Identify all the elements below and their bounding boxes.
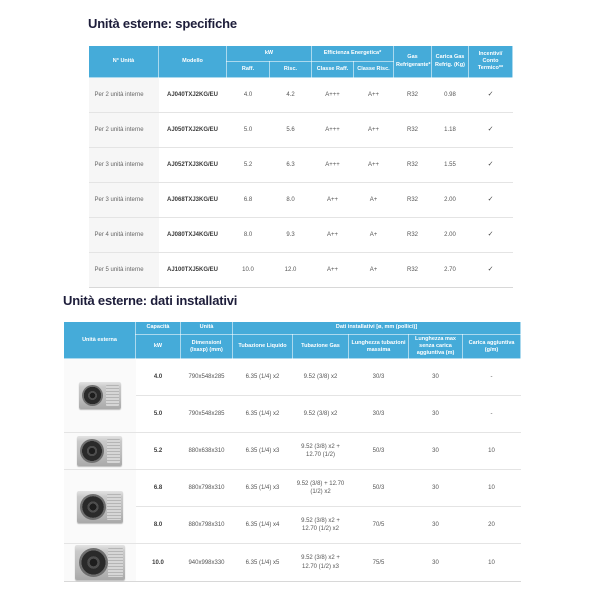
- carica-aggiuntiva-cell: 10: [463, 433, 521, 470]
- gas-cell: R32: [394, 253, 432, 288]
- col-header-tubazione-gas: Tubazione Gas: [293, 335, 349, 359]
- col-header-classe-raff: Classe Raff.: [312, 62, 354, 78]
- n-unita-cell: Per 4 unità interne: [89, 218, 159, 253]
- tubazione-liquido-cell: 6.35 (1/4) x2: [233, 359, 293, 396]
- n-unita-cell: Per 5 unità interne: [89, 253, 159, 288]
- classe-risc-cell: A+: [354, 218, 394, 253]
- classe-risc-cell: A++: [354, 148, 394, 183]
- n-unita-cell: Per 3 unità interne: [89, 148, 159, 183]
- model-cell: AJ050TXJ2KG/EU: [159, 113, 227, 148]
- col-header-tubazione-liquido: Tubazione Liquido: [233, 335, 293, 359]
- col-header-carica-aggiuntiva: Carica aggiuntiva (g/m): [463, 335, 521, 359]
- kw-risc-cell: 6.3: [270, 148, 312, 183]
- carica-aggiuntiva-cell: 10: [463, 470, 521, 507]
- table-row: [89, 183, 513, 218]
- checkmark-icon: ✓: [469, 183, 513, 218]
- col-group-kw: kW: [227, 46, 312, 62]
- senza-carica-cell: 30: [409, 470, 463, 507]
- table-row: [89, 78, 513, 113]
- outdoor-unit-image: [77, 491, 123, 523]
- carica-cell: 2.70: [432, 253, 469, 288]
- col-header-n-unita: N° Unità: [89, 46, 159, 78]
- col-group-dati-installativi: Dati installativi [ø, mm (pollici)]: [233, 322, 521, 335]
- lunghezza-cell: 30/3: [349, 396, 409, 433]
- col-header-incentivi: Incentivi/ Conto Termico**: [469, 46, 513, 78]
- table-row: [64, 359, 521, 396]
- gas-cell: R32: [394, 113, 432, 148]
- kw-risc-cell: 8.0: [270, 183, 312, 218]
- capacita-cell: 6.8: [136, 470, 181, 507]
- lunghezza-cell: 30/3: [349, 359, 409, 396]
- col-header-carica: Carica Gas Refrig. (Kg): [432, 46, 469, 78]
- col-header-kw: kW: [136, 335, 181, 359]
- col-group-efficienza: Efficienza Energetica*: [312, 46, 394, 62]
- dimensioni-cell: 940x998x330: [181, 544, 233, 582]
- table-row: [89, 218, 513, 253]
- carica-cell: 0.98: [432, 78, 469, 113]
- classe-risc-cell: A++: [354, 113, 394, 148]
- model-cell: AJ080TXJ4KG/EU: [159, 218, 227, 253]
- dimensioni-cell: 790x548x285: [181, 396, 233, 433]
- carica-aggiuntiva-cell: 10: [463, 544, 521, 582]
- classe-raff-cell: A++: [312, 183, 354, 218]
- checkmark-icon: ✓: [469, 113, 513, 148]
- col-header-lunghezza-senza-carica: Lunghezza max senza carica aggiuntiva (m): [409, 335, 463, 359]
- senza-carica-cell: 30: [409, 396, 463, 433]
- col-header-risc: Risc.: [270, 62, 312, 78]
- install-table: [63, 321, 521, 582]
- gas-cell: R32: [394, 183, 432, 218]
- fan-icon: [80, 494, 106, 520]
- classe-risc-cell: A++: [354, 78, 394, 113]
- capacita-cell: 10.0: [136, 544, 181, 582]
- carica-aggiuntiva-cell: 20: [463, 507, 521, 544]
- classe-raff-cell: A+++: [312, 148, 354, 183]
- kw-raff-cell: 6.8: [227, 183, 270, 218]
- dimensioni-cell: 790x548x285: [181, 359, 233, 396]
- capacita-cell: 8.0: [136, 507, 181, 544]
- col-header-gas: Gas Refrigerante*: [394, 46, 432, 78]
- carica-aggiuntiva-cell: -: [463, 359, 521, 396]
- specs-table: [88, 45, 513, 288]
- tubazione-liquido-cell: 6.35 (1/4) x3: [233, 433, 293, 470]
- model-cell: AJ040TXJ2KG/EU: [159, 78, 227, 113]
- outdoor-unit-photo: [64, 470, 136, 544]
- checkmark-icon: ✓: [469, 253, 513, 288]
- outdoor-unit-image: [75, 545, 125, 580]
- tubazione-gas-cell: 9.52 (3/8) x2: [293, 396, 349, 433]
- outdoor-unit-photo: [64, 433, 136, 470]
- install-table-title: Unità esterne: dati installativi: [63, 293, 238, 308]
- tubazione-liquido-cell: 6.35 (1/4) x2: [233, 396, 293, 433]
- outdoor-unit-photo: [64, 359, 136, 433]
- dimensioni-cell: 880x798x310: [181, 470, 233, 507]
- n-unita-cell: Per 2 unità interne: [89, 78, 159, 113]
- outdoor-unit-image: [77, 436, 122, 466]
- kw-raff-cell: 5.2: [227, 148, 270, 183]
- capacita-cell: 5.0: [136, 396, 181, 433]
- col-header-lunghezza-max: Lunghezza tubazioni massima: [349, 335, 409, 359]
- senza-carica-cell: 30: [409, 359, 463, 396]
- table-row: [64, 433, 521, 470]
- grille-detail: [107, 439, 121, 463]
- kw-risc-cell: 9.3: [270, 218, 312, 253]
- col-header-classe-risc: Classe Risc.: [354, 62, 394, 78]
- lunghezza-cell: 50/3: [349, 470, 409, 507]
- col-group-unita: Unità: [181, 322, 233, 335]
- classe-raff-cell: A++: [312, 253, 354, 288]
- fan-icon: [82, 385, 103, 406]
- tubazione-gas-cell: 9.52 (3/8) x2 + 12.70 (1/2) x2: [293, 507, 349, 544]
- kw-risc-cell: 5.6: [270, 113, 312, 148]
- classe-raff-cell: A+++: [312, 78, 354, 113]
- dimensioni-cell: 880x638x310: [181, 433, 233, 470]
- table-row: [89, 148, 513, 183]
- outdoor-unit-image: [79, 382, 121, 409]
- n-unita-cell: Per 2 unità interne: [89, 113, 159, 148]
- n-unita-cell: Per 3 unità interne: [89, 183, 159, 218]
- senza-carica-cell: 30: [409, 544, 463, 582]
- checkmark-icon: ✓: [469, 148, 513, 183]
- kw-raff-cell: 8.0: [227, 218, 270, 253]
- tubazione-gas-cell: 9.52 (3/8) x2 + 12.70 (1/2) x3: [293, 544, 349, 582]
- classe-risc-cell: A+: [354, 183, 394, 218]
- tubazione-gas-cell: 9.52 (3/8) x2: [293, 359, 349, 396]
- model-cell: AJ052TXJ3KG/EU: [159, 148, 227, 183]
- grille-detail: [107, 494, 121, 520]
- classe-raff-cell: A+++: [312, 113, 354, 148]
- senza-carica-cell: 30: [409, 433, 463, 470]
- lunghezza-cell: 70/5: [349, 507, 409, 544]
- kw-raff-cell: 5.0: [227, 113, 270, 148]
- checkmark-icon: ✓: [469, 78, 513, 113]
- table-row: [64, 544, 521, 582]
- table-row: [89, 113, 513, 148]
- dimensioni-cell: 880x798x310: [181, 507, 233, 544]
- capacita-cell: 4.0: [136, 359, 181, 396]
- model-cell: AJ100TXJ5KG/EU: [159, 253, 227, 288]
- model-cell: AJ068TXJ3KG/EU: [159, 183, 227, 218]
- fan-icon: [80, 439, 104, 463]
- gas-cell: R32: [394, 78, 432, 113]
- classe-risc-cell: A+: [354, 253, 394, 288]
- kw-risc-cell: 12.0: [270, 253, 312, 288]
- gas-cell: R32: [394, 148, 432, 183]
- tubazione-liquido-cell: 6.35 (1/4) x4: [233, 507, 293, 544]
- grille-detail: [106, 385, 119, 406]
- senza-carica-cell: 30: [409, 507, 463, 544]
- tubazione-gas-cell: 9.52 (3/8) + 12.70 (1/2) x2: [293, 470, 349, 507]
- specs-table-title: Unità esterne: specifiche: [88, 16, 237, 31]
- kw-raff-cell: 10.0: [227, 253, 270, 288]
- lunghezza-cell: 50/3: [349, 433, 409, 470]
- gas-cell: R32: [394, 218, 432, 253]
- fan-icon: [79, 548, 108, 577]
- carica-cell: 2.00: [432, 183, 469, 218]
- kw-risc-cell: 4.2: [270, 78, 312, 113]
- carica-cell: 1.55: [432, 148, 469, 183]
- lunghezza-cell: 75/5: [349, 544, 409, 582]
- kw-raff-cell: 4.0: [227, 78, 270, 113]
- col-header-raff: Raff.: [227, 62, 270, 78]
- table-row: [64, 470, 521, 507]
- col-header-dimensioni: Dimensioni (lxaxp) (mm): [181, 335, 233, 359]
- col-header-unita-esterna: Unità esterna: [64, 322, 136, 359]
- col-group-capacita: Capacità: [136, 322, 181, 335]
- tubazione-gas-cell: 9.52 (3/8) x2 + 12.70 (1/2): [293, 433, 349, 470]
- capacita-cell: 5.2: [136, 433, 181, 470]
- classe-raff-cell: A++: [312, 218, 354, 253]
- col-header-modello: Modello: [159, 46, 227, 78]
- carica-cell: 2.00: [432, 218, 469, 253]
- checkmark-icon: ✓: [469, 218, 513, 253]
- grille-detail: [108, 548, 123, 577]
- carica-cell: 1.18: [432, 113, 469, 148]
- outdoor-unit-photo: [64, 544, 136, 582]
- carica-aggiuntiva-cell: -: [463, 396, 521, 433]
- tubazione-liquido-cell: 6.35 (1/4) x3: [233, 470, 293, 507]
- tubazione-liquido-cell: 6.35 (1/4) x5: [233, 544, 293, 582]
- table-row: [89, 253, 513, 288]
